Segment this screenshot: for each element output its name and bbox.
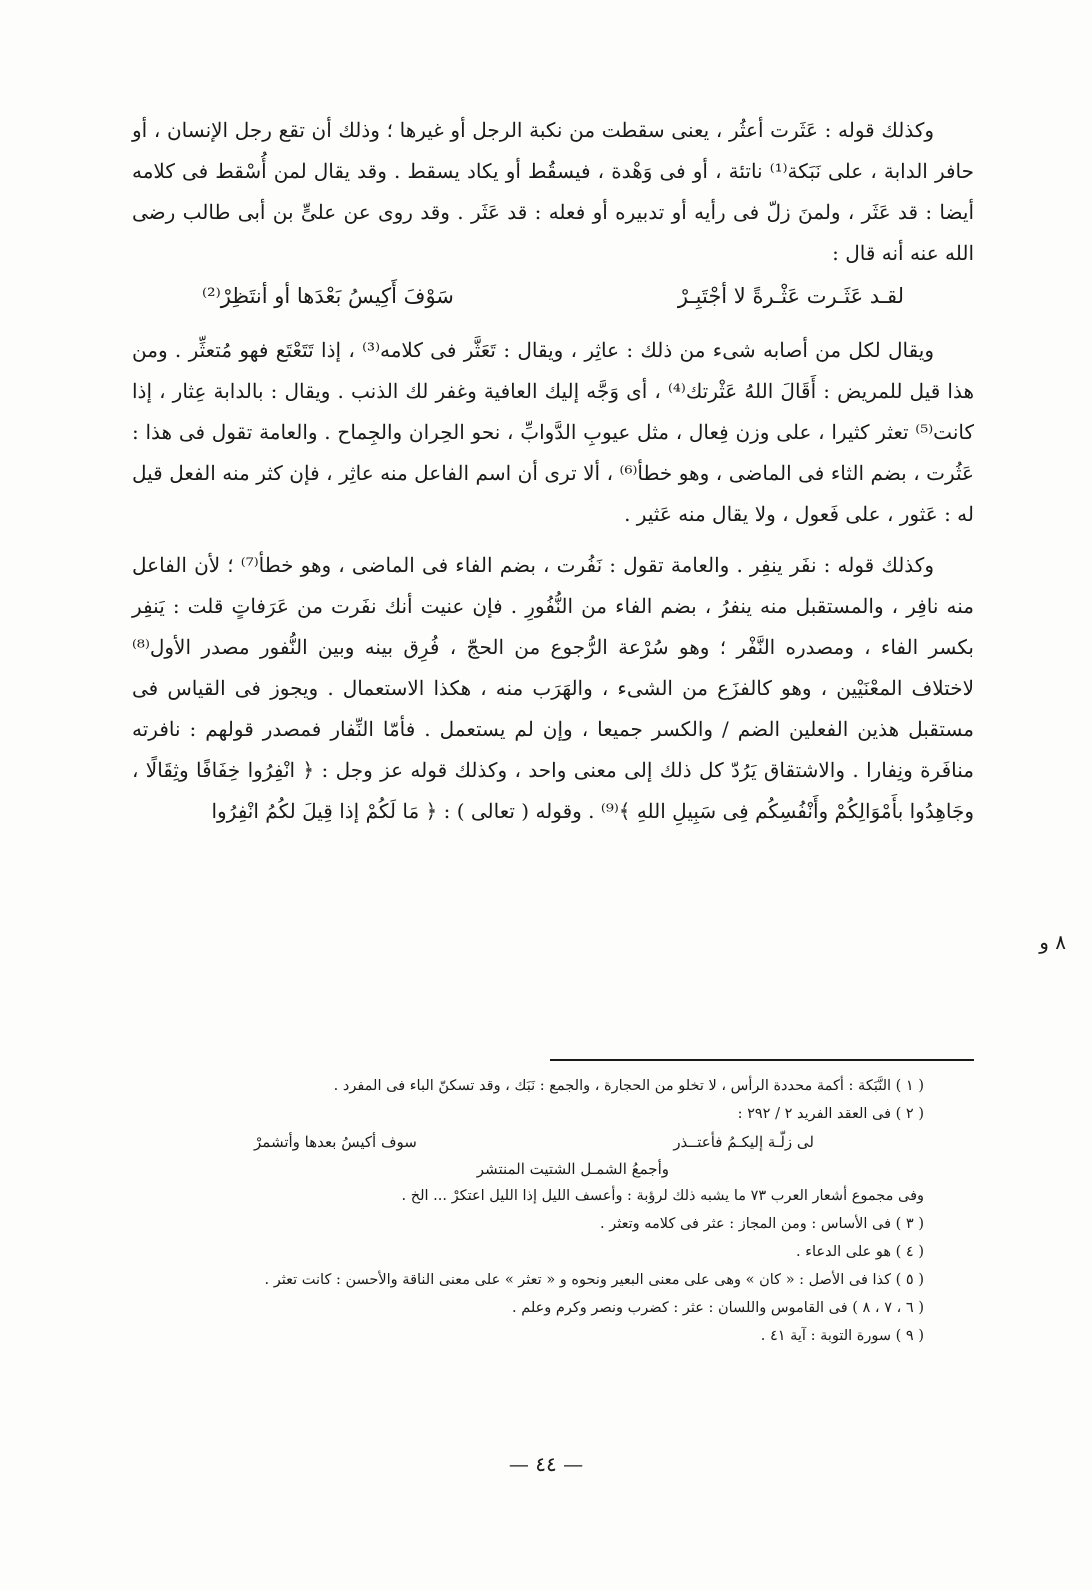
footnote-6-7-8: ( ٦ ، ٧ ، ٨ ) فى القاموس واللسان : عثر : كضرب ونصر وكرم وعلم . bbox=[511, 1300, 924, 1316]
paragraph-2: ويقال لكل من أصابه شىء من ذلك : عاثِر ، ويقال : تَعَثَّر فى كلامه⁽³⁾ ، إذا تَتَعْتَع فهو مُتعثِّر . ومن هذا قيل للمريض : أَقَالَ اللهُ عَثْرتك⁽⁴⁾ ، أى وَجَّه إليك العافية وغفر لك الذنب . ويقال : بالدابة عِثار ، إذا كانت⁽⁵⁾ تعثر كثيرا ، على وزن فِعال ، مثل عيوبِ الدَّوابِّ ، نحو الحِران والجِماح . والعامة تقول فى هذا : عَثُرت ، بضم الثاء فى الماضى ، وهو خطأ⁽⁶⁾ ، ألا ترى أن اسم الفاعل منه عاثِر ، فإن كثر منه الفعل قيل له : عَثور ، على فَعول ، ولا يقال منه عَثير . bbox=[132, 338, 974, 526]
footnotes bbox=[150, 1072, 924, 1350]
footnote-divider bbox=[550, 1059, 974, 1061]
page-number: — ٤٤ — bbox=[508, 1452, 584, 1476]
footnote-1: ( ١ ) النَّبَكة : أكمة محددة الرأس ، لا تخلو من الحجارة ، والجمع : نَبَك ، وقد تسكنّ الباء فى المفرد . bbox=[333, 1078, 924, 1094]
footnote-2-verse-second: سوف أكيسُ بعدها وأتشمرْ bbox=[254, 1133, 417, 1151]
footnote-2-verse-first: لى زلّـة إليكـمُ فأعتــذر bbox=[673, 1133, 814, 1151]
footnote-2: ( ٢ ) فى العقد الفريد ٢ / ٢٩٢ : bbox=[737, 1106, 924, 1122]
footnote-2-continued: وفى مجموع أشعار العرب ٧٣ ما يشبه ذلك لرؤبة : وأعسف الليل إذا الليل اعتكرْ ... الخ . bbox=[401, 1188, 924, 1204]
main-text bbox=[132, 110, 974, 832]
verse-second-hemistich: سَوْفَ أَكِيسُ بَعْدَها أو أنتَظِرْ⁽²⁾ bbox=[202, 284, 454, 308]
margin-folio-note: ٨ و bbox=[1039, 930, 1066, 954]
footnote-5: ( ٥ ) كذا فى الأصل : « كان » وهى على معنى البعير ونحوه و « تعثر » على معنى الناقة والأحسن : كانت تعثر . bbox=[264, 1272, 924, 1288]
verse-line bbox=[132, 274, 974, 318]
paragraph-1: وكذلك قوله : عَثَرت أعثُر ، يعنى سقطت من نكبة الرجل أو غيرها ؛ وذلك أن تقع رجل الإنسان ، أو حافر الدابة ، على نَبَكة⁽¹⁾ ناتئة ، أو فى وَهْدة ، فيسقُط أو يكاد يسقط . وقد يقال لمن أُسْقط فى كلامه أيضا : قد عَثَر ، ولمنَ زلّ فى رأيه أو تدبيره أو فعله : قد عَثَر . وقد روى عن علىٍّ بن أبى طالب رضى الله عنه أنه قال : bbox=[132, 118, 975, 265]
footnote-3: ( ٣ ) فى الأساس : ومن المجاز : عثر فى كلامه وتعثر . bbox=[600, 1216, 924, 1232]
verse-first-hemistich: لقـد عَثَـرت عَثْـرةً لا أجْتَبِـرْ bbox=[677, 284, 904, 308]
paragraph-3: وكذلك قوله : نفَر ينفِر . والعامة تقول : نَفُرت ، بضم الفاء فى الماضى ، وهو خطأ⁽⁷⁾ ؛ لأن الفاعل منه نافِر ، والمستقبل منه ينفرُ ، بضم الفاء من النُّفُورِ . فإن عنيت أنك نفَرت من عَرَفاتٍ قلت : يَنفِر بكسر الفاء ، ومصدره النَّفْر ؛ وهو سُرْعة الرُّجوع من الحجّ ، فُرِق بينه وبين النُّفور مصدر الأول⁽⁸⁾ لاختلاف المعْنَيْين ، وهو كالفزَع من الشىء ، والهَرَب منه ، هكذا الاستعمال . ويجوز فى القياس فى مستقبل هذين الفعلين الضم / والكسر جميعا ، وإن لم يستعمل . فأمّا النِّفار فمصدر قولهم : نافرته منافَرة ونِفارا . والاشتقاق يَرُدّ كل ذلك إلى معنى واحد ، وكذلك قوله عز وجل : ﴿ انْفِرُوا خِفَافًا وثِقَالًا ، وجَاهِدُوا بأَمْوَالِكُمْ وأَنْفُسِكُم فِى سَبِيلِ اللهِ ﴾⁽⁹⁾ . وقوله ( تعالى ) : ﴿ مَا لَكُمْ إذا قِيلَ لكُمُ انْفِرُوا bbox=[132, 553, 974, 823]
footnote-2-verse-third: وأجمعُ الشمـل الشتيت المنتشر bbox=[476, 1160, 669, 1178]
footnote-9: ( ٩ ) سورة التوبة : آية ٤١ . bbox=[760, 1328, 924, 1344]
footnote-2-verse bbox=[254, 1128, 814, 1156]
footnote-4: ( ٤ ) هو على الدعاء . bbox=[795, 1244, 924, 1260]
